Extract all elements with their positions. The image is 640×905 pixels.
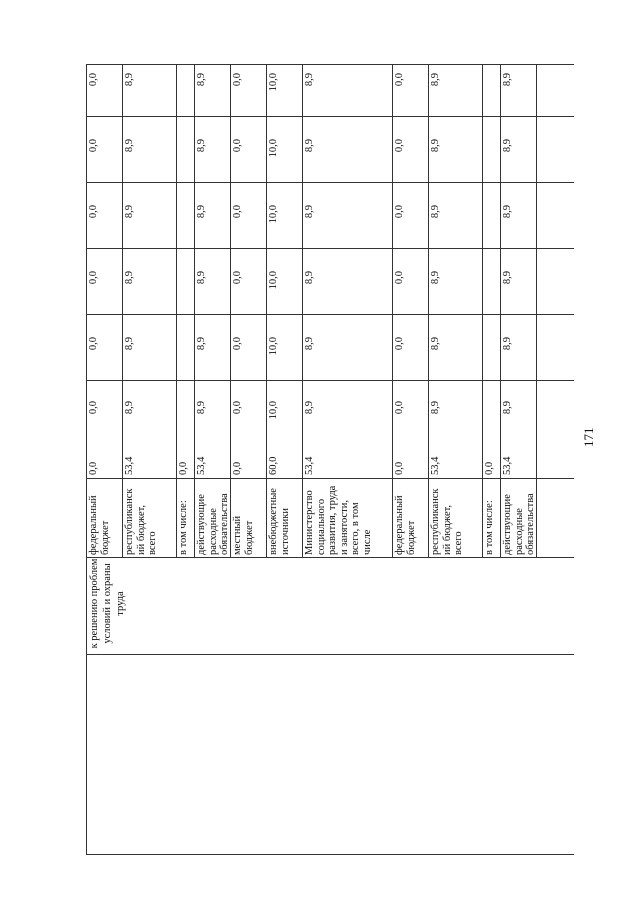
row-year-value: 8,9 bbox=[124, 337, 135, 351]
table-top-border bbox=[86, 65, 87, 855]
row-separator bbox=[176, 65, 177, 558]
row-separator bbox=[194, 65, 195, 558]
row-year-value: 0,0 bbox=[394, 401, 405, 415]
row-total: 0,0 bbox=[232, 461, 243, 475]
row-year-value: 8,9 bbox=[196, 271, 207, 285]
row-year-value: 8,9 bbox=[196, 205, 207, 219]
row-year-value: 8,9 bbox=[304, 271, 315, 285]
row-year-value: 8,9 bbox=[502, 205, 513, 219]
row-year-value: 8,9 bbox=[196, 337, 207, 351]
row-year-value: 10,0 bbox=[268, 139, 279, 158]
row-year-value: 0,0 bbox=[232, 271, 243, 285]
row-year-value: 0,0 bbox=[394, 271, 405, 285]
budget-table bbox=[86, 65, 574, 855]
row-total: 53,4 bbox=[430, 456, 441, 475]
row-year-value: 10,0 bbox=[268, 205, 279, 224]
row-separator bbox=[428, 65, 429, 558]
row-total: 53,4 bbox=[502, 456, 513, 475]
row-label: федеральный бюджет bbox=[88, 495, 111, 555]
row-year-value: 8,9 bbox=[430, 139, 441, 153]
row-year-value: 0,0 bbox=[88, 73, 99, 87]
row-total: 0,0 bbox=[88, 461, 99, 475]
row-year-value: 0,0 bbox=[88, 401, 99, 415]
row-label: республиканск ий бюджет, всего bbox=[124, 488, 159, 555]
row-year-value: 0,0 bbox=[88, 337, 99, 351]
row-year-value: 8,9 bbox=[304, 205, 315, 219]
row-year-value: 8,9 bbox=[430, 401, 441, 415]
row-year-value: 0,0 bbox=[232, 139, 243, 153]
row-year-value: 8,9 bbox=[502, 337, 513, 351]
row-year-value: 8,9 bbox=[196, 139, 207, 153]
row-separator bbox=[230, 65, 231, 558]
row-year-value: 8,9 bbox=[502, 271, 513, 285]
row-year-value: 8,9 bbox=[502, 401, 513, 415]
row-total: 60,0 bbox=[268, 456, 279, 475]
row-year-value: 8,9 bbox=[124, 271, 135, 285]
row-year-value: 10,0 bbox=[268, 73, 279, 92]
table-left-border bbox=[86, 854, 574, 855]
row-year-value: 8,9 bbox=[430, 271, 441, 285]
row-separator bbox=[536, 65, 537, 558]
row-year-value: 8,9 bbox=[196, 73, 207, 87]
row-label: в том числе: bbox=[484, 500, 495, 555]
row-year-value: 8,9 bbox=[124, 401, 135, 415]
row-label: Министерство социального развития, труда и занятости, всего, в том числе bbox=[304, 485, 373, 555]
row-year-value: 0,0 bbox=[88, 139, 99, 153]
row-label: в том числе: bbox=[178, 500, 189, 555]
row-year-value: 8,9 bbox=[304, 401, 315, 415]
row-label: внебюджетные источники bbox=[268, 488, 291, 555]
row-total: 0,0 bbox=[178, 461, 189, 475]
row-label: местный бюджет bbox=[232, 515, 255, 555]
row-year-value: 8,9 bbox=[304, 337, 315, 351]
row-total: 53,4 bbox=[196, 456, 207, 475]
row-separator bbox=[392, 65, 393, 558]
row-year-value: 8,9 bbox=[430, 73, 441, 87]
row-year-value: 0,0 bbox=[394, 73, 405, 87]
row-year-value: 8,9 bbox=[502, 139, 513, 153]
row-year-value: 0,0 bbox=[88, 205, 99, 219]
row-year-value: 10,0 bbox=[268, 401, 279, 420]
row-year-value: 10,0 bbox=[268, 271, 279, 290]
row-total: 0,0 bbox=[484, 461, 495, 475]
row-label: действующие расходные обязательства bbox=[502, 493, 537, 555]
row-separator bbox=[302, 65, 303, 558]
row-separator bbox=[122, 65, 123, 558]
row-total: 0,0 bbox=[394, 461, 405, 475]
row-year-value: 0,0 bbox=[232, 401, 243, 415]
row-year-value: 8,9 bbox=[196, 401, 207, 415]
row-year-value: 0,0 bbox=[232, 205, 243, 219]
row-year-value: 8,9 bbox=[304, 139, 315, 153]
row-year-value: 0,0 bbox=[88, 271, 99, 285]
row-total: 53,4 bbox=[304, 456, 315, 475]
row-year-value: 8,9 bbox=[430, 337, 441, 351]
row-year-value: 8,9 bbox=[430, 205, 441, 219]
row-label: федеральный бюджет bbox=[394, 495, 417, 555]
row-separator bbox=[500, 65, 501, 558]
row-year-value: 8,9 bbox=[502, 73, 513, 87]
row-year-value: 10,0 bbox=[268, 337, 279, 356]
measure-title: к решению проблем условий и охраны труда bbox=[89, 558, 126, 649]
row-year-value: 0,0 bbox=[394, 205, 405, 219]
row-year-value: 8,9 bbox=[124, 205, 135, 219]
row-year-value: 0,0 bbox=[394, 337, 405, 351]
row-separator bbox=[266, 65, 267, 558]
row-year-value: 0,0 bbox=[394, 139, 405, 153]
row-year-value: 8,9 bbox=[124, 73, 135, 87]
row-total: 53,4 bbox=[124, 456, 135, 475]
row-year-value: 8,9 bbox=[124, 139, 135, 153]
page-number: 171 bbox=[581, 427, 596, 447]
row-year-value: 8,9 bbox=[304, 73, 315, 87]
row-year-value: 0,0 bbox=[232, 73, 243, 87]
row-year-value: 0,0 bbox=[232, 337, 243, 351]
col-line-1 bbox=[86, 654, 574, 655]
row-label: республиканск ий бюджет, всего bbox=[430, 488, 465, 555]
row-separator bbox=[482, 65, 483, 558]
row-label: действующие расходные обязательства bbox=[196, 493, 231, 555]
